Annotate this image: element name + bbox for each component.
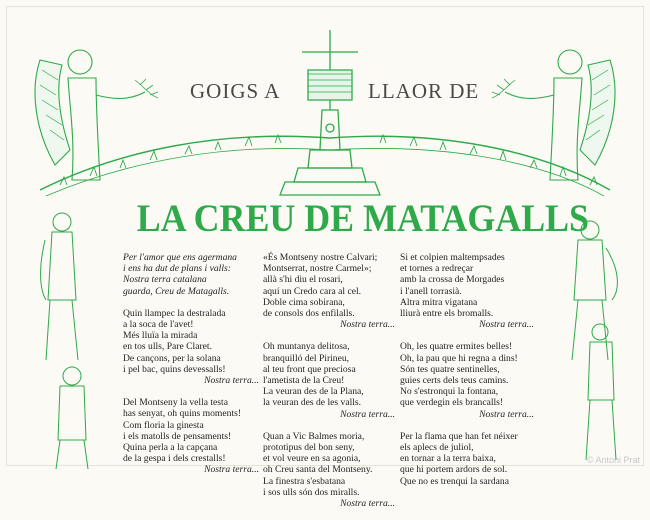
watermark: © Antoni Prat — [586, 455, 640, 465]
verse-line: Més lluïa la mirada — [123, 330, 198, 342]
refrain: Nostra terra... — [479, 319, 534, 331]
verse-line: De cançons, per la solana — [123, 352, 221, 364]
verse-line: Nostra terra catalana — [123, 274, 207, 286]
page-title: LA CREU DE MATAGALLS — [136, 197, 590, 240]
header-right: LLAOR DE — [368, 79, 480, 103]
verse-line: amb la crossa de Morgades — [400, 274, 505, 286]
verse-line: i pel bac, quins devessalls! — [123, 363, 226, 375]
stanza — [263, 431, 397, 509]
stanza — [263, 252, 397, 330]
verse-line: aquí un Credo cara al cel. — [263, 285, 362, 297]
verse-line: «És Montseny nostre Calvari; — [263, 252, 378, 263]
verse-line: Altra mitra vigatana — [400, 296, 478, 308]
verse-line: guarda, Creu de Matagalls. — [123, 285, 230, 297]
verse-line: prototipus del bon seny, — [263, 442, 355, 454]
verse-line: allà s'hi diu el rosari, — [263, 274, 343, 286]
verse-line: Quan a Vic Balmes moria, — [263, 430, 365, 442]
verse-line: i sos ulls són dos miralls. — [263, 486, 360, 498]
verse-line: Oh, les quatre ermites belles! — [400, 341, 513, 353]
verse-line: en tornar a la terra baixa, — [400, 453, 496, 465]
verse-line: de la gespa i dels crestalls! — [123, 453, 226, 465]
verse-line: que hi portem ardors de sol. — [400, 464, 508, 476]
verse-line: a la soca de l'avet! — [123, 319, 194, 331]
verse-line: Doble cima sobirana, — [263, 296, 345, 308]
verse-line: Per l'amor que ens agermana — [123, 252, 237, 263]
refrain: Nostra terra... — [204, 375, 259, 387]
verse-line: Per la flama que han fet néixer — [400, 430, 518, 442]
verse-line: l'ametista de la Creu! — [263, 375, 345, 387]
verse-line: Montserrat, nostre Carmel»; — [263, 263, 372, 275]
verse-line: lliurà entre els bromalls. — [400, 308, 494, 320]
verse-line: No s'estronqui la fontana, — [400, 386, 499, 398]
verse-line: i els matolls de pensaments! — [123, 430, 232, 442]
refrain: Nostra terra... — [479, 408, 534, 420]
verse-line: i l'anell torrasià. — [400, 285, 462, 297]
refrain: Nostra terra... — [340, 408, 395, 420]
verse-line: Oh muntanya delitosa, — [263, 341, 350, 353]
verse-column-1 — [123, 252, 261, 487]
refrain: Nostra terra... — [340, 498, 395, 510]
verse-line: la veuran des de les valls. — [263, 397, 362, 409]
verse-line: et vol veure en sa agonia, — [263, 453, 361, 465]
verse-column-3 — [400, 252, 536, 498]
verse-line: els aplecs de juliol, — [400, 442, 474, 454]
verse-line: Que no es trenqui la sardana — [400, 475, 509, 487]
stanza — [123, 397, 261, 475]
verse-line: Si et colpien maltempsades — [400, 252, 505, 263]
verse-line: Són tes quatre sentinelles, — [400, 363, 500, 375]
stanza — [400, 341, 536, 419]
verse-line: branquilló del Pirineu, — [263, 352, 350, 364]
verse-line: has senyat, oh quins moments! — [123, 408, 242, 420]
verse-line: en tos ulls, Pare Claret. — [123, 341, 212, 353]
stanza — [400, 431, 536, 487]
verse-line: oh Creu santa del Montseny. — [263, 464, 373, 476]
verse-line: al teu front que preciosa — [263, 363, 356, 375]
verse-column-2 — [263, 252, 397, 520]
refrain: Nostra terra... — [340, 319, 395, 331]
verse-line: de consols dos enfilalls. — [263, 308, 355, 320]
verse-line: guies certs dels teus camins. — [400, 375, 509, 387]
stanza — [400, 252, 536, 330]
header-left: GOIGS A — [190, 79, 281, 103]
stanza — [263, 341, 397, 419]
refrain: Nostra terra... — [204, 464, 259, 476]
verse-line: La veuran des de la Plana, — [263, 386, 364, 398]
verse-line: et tornes a redreçar — [400, 263, 474, 275]
verse-line: que verdegin els brancalls! — [400, 397, 504, 409]
stanza — [123, 252, 261, 297]
verse-line: Del Montseny la vella testa — [123, 397, 228, 409]
verse-line: i ens ha dut de plans i valls: — [123, 263, 231, 275]
verse-line: Com floria la ginesta — [123, 419, 204, 431]
verse-line: Oh, la pau que hi regna a dins! — [400, 352, 518, 364]
verse-line: La finestra s'esbatana — [263, 475, 346, 487]
verse-line: Quin llampec la destralada — [123, 307, 226, 319]
verse-line: Quina perla a la capçana — [123, 442, 218, 454]
stanza — [123, 308, 261, 386]
